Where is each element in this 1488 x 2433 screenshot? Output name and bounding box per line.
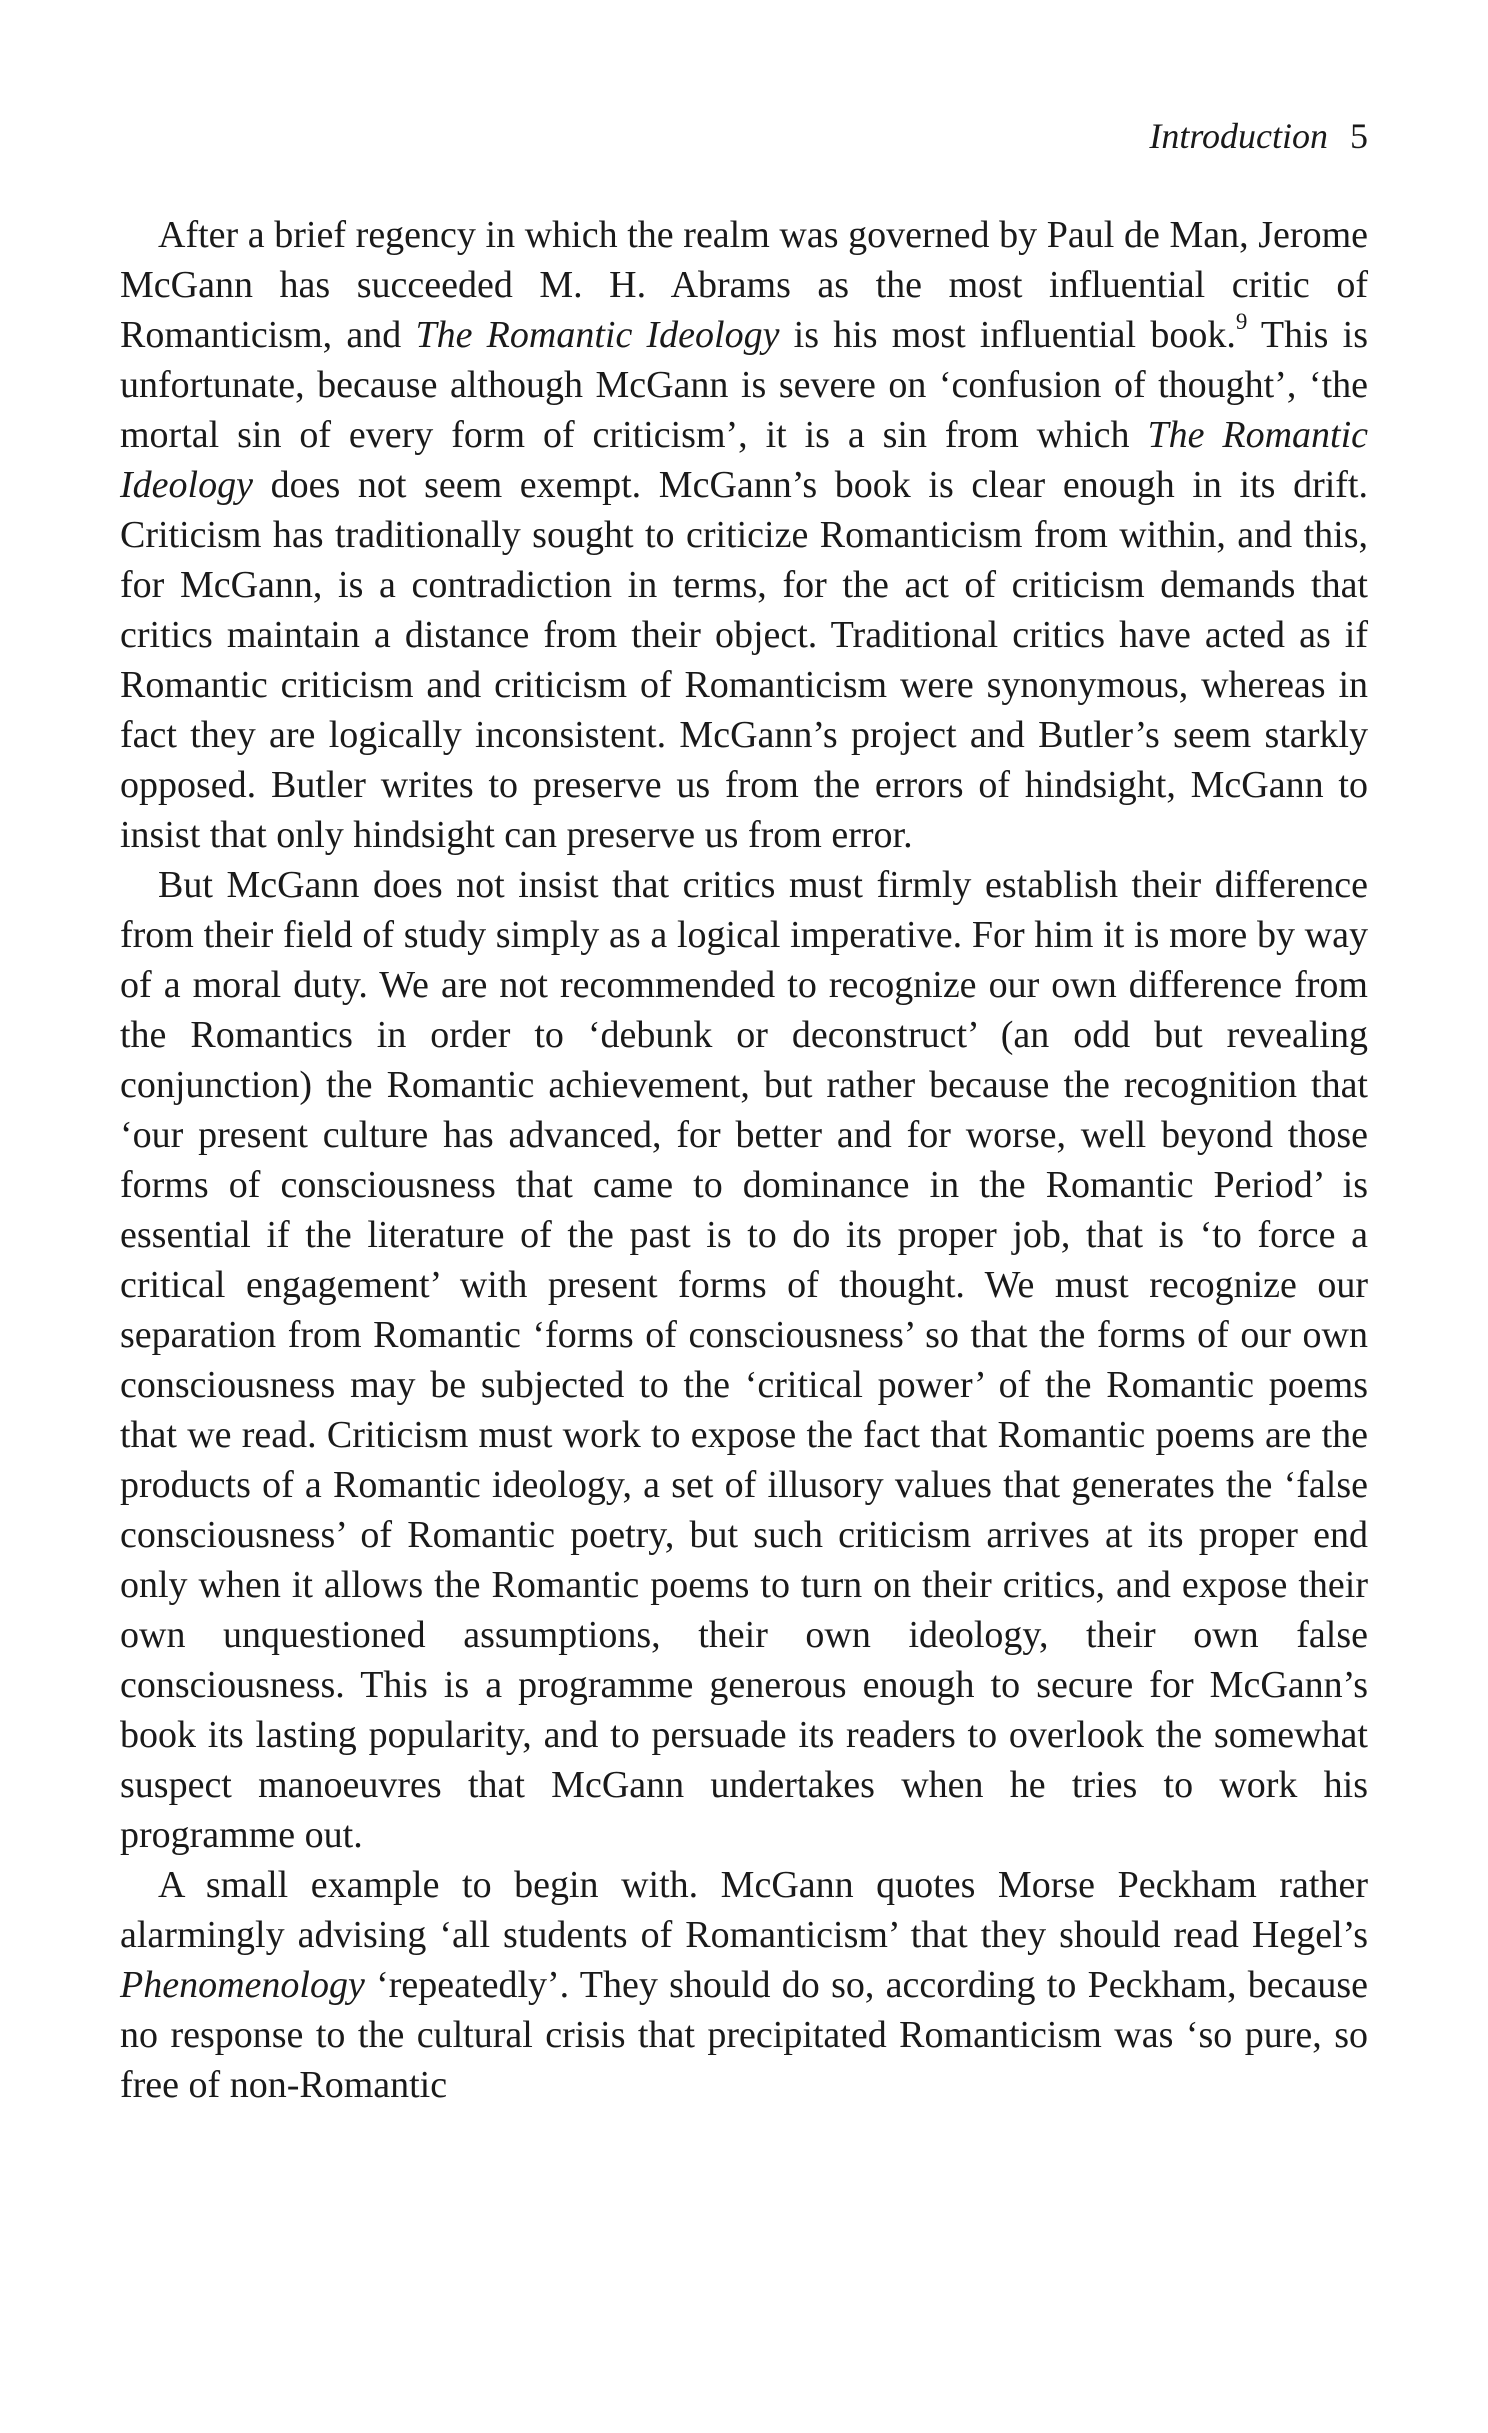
body-text: [120, 210, 1368, 2110]
running-head: [1149, 112, 1368, 160]
page-number: 5: [1350, 116, 1368, 156]
footnote-marker: 9: [1235, 309, 1248, 335]
paragraph-1: [120, 210, 1368, 860]
paragraph-3: [120, 1860, 1368, 2110]
book-title-italic: The Romantic Ideology: [120, 414, 1368, 506]
paragraph-2: But McGann does not insist that critics must firmly establish their difference from their field of study simply as a logical imperative. For him it is more by way of a moral duty. We are not recommended to recognize our own difference from the Romantics in order to ‘debunk or deconstruct’ (an odd but revealing conjunction) the Romantic achievement, but rather because the recognition that ‘our present culture has advanced, for better and for worse, well beyond those forms of consciousness that came to dominance in the Romantic Period’ is essential if the literature of the past is to do its proper job, that is ‘to force a critical engagement’ with present forms of thought. We must recognize our separation from Romantic ‘forms of consciousness’ so that the forms of our own consciousness may be subjected to the ‘critical power’ of the Romantic poems that we read. Criticism must work to expose the fact that Romantic poems are the products of a Romantic ideology, a set of illusory values that generates the ‘false consciousness’ of Romantic poetry, but such criticism arrives at its proper end only when it allows the Romantic poems to turn on their critics, and expose their own unquestioned assumptions, their own ideology, their own false consciousness. This is a programme generous enough to secure for McGann’s book its lasting popularity, and to persuade its readers to overlook the somewhat suspect manoeuvres that McGann undertakes when he tries to work his programme out.: [120, 864, 1368, 1856]
running-head-title: Introduction: [1149, 116, 1328, 156]
paragraph-1-text-4: does not seem exempt. McGann’s book is clear enough in its drift. Criticism has traditionally sought to criticize Romanticism from within, and this, for McGann, is a contradiction in terms, for the act of criticism demands that critics maintain a distance from their object. Traditional critics have acted as if Romantic criticism and criticism of Romanticism were synonymous, whereas in fact they are logically inconsistent. McGann’s project and Butler’s seem starkly opposed. Butler writes to preserve us from the errors of hindsight, McGann to insist that only hindsight can preserve us from error.: [120, 464, 1368, 856]
paragraph-1-text-1: After a brief regency in which the realm was governed by Paul de Man, Jerome McGann has succeeded M. H. Abrams as the most influential critic of Romanticism, and: [120, 214, 1368, 356]
paragraph-1-text-2: is his most influential book.: [779, 314, 1236, 356]
book-title-italic: Phenomenology: [120, 1964, 365, 2006]
book-title-italic: The Romantic Ideology: [415, 314, 780, 356]
paragraph-3-text-1: A small example to begin with. McGann quotes Morse Peckham rather alarmingly advising ‘all students of Romanticism’ that they should read Hegel’s: [120, 1864, 1368, 1956]
paragraph-1-text-3: This is unfortunate, because although McGann is severe on ‘confusion of thought’, ‘the mortal sin of every form of criticism’, it is a sin from which: [120, 314, 1368, 456]
paragraph-3-text-2: ‘repeatedly’. They should do so, according to Peckham, because no response to the cultural crisis that precipitated Romanticism was ‘so pure, so free of non-Romantic: [120, 1964, 1368, 2106]
